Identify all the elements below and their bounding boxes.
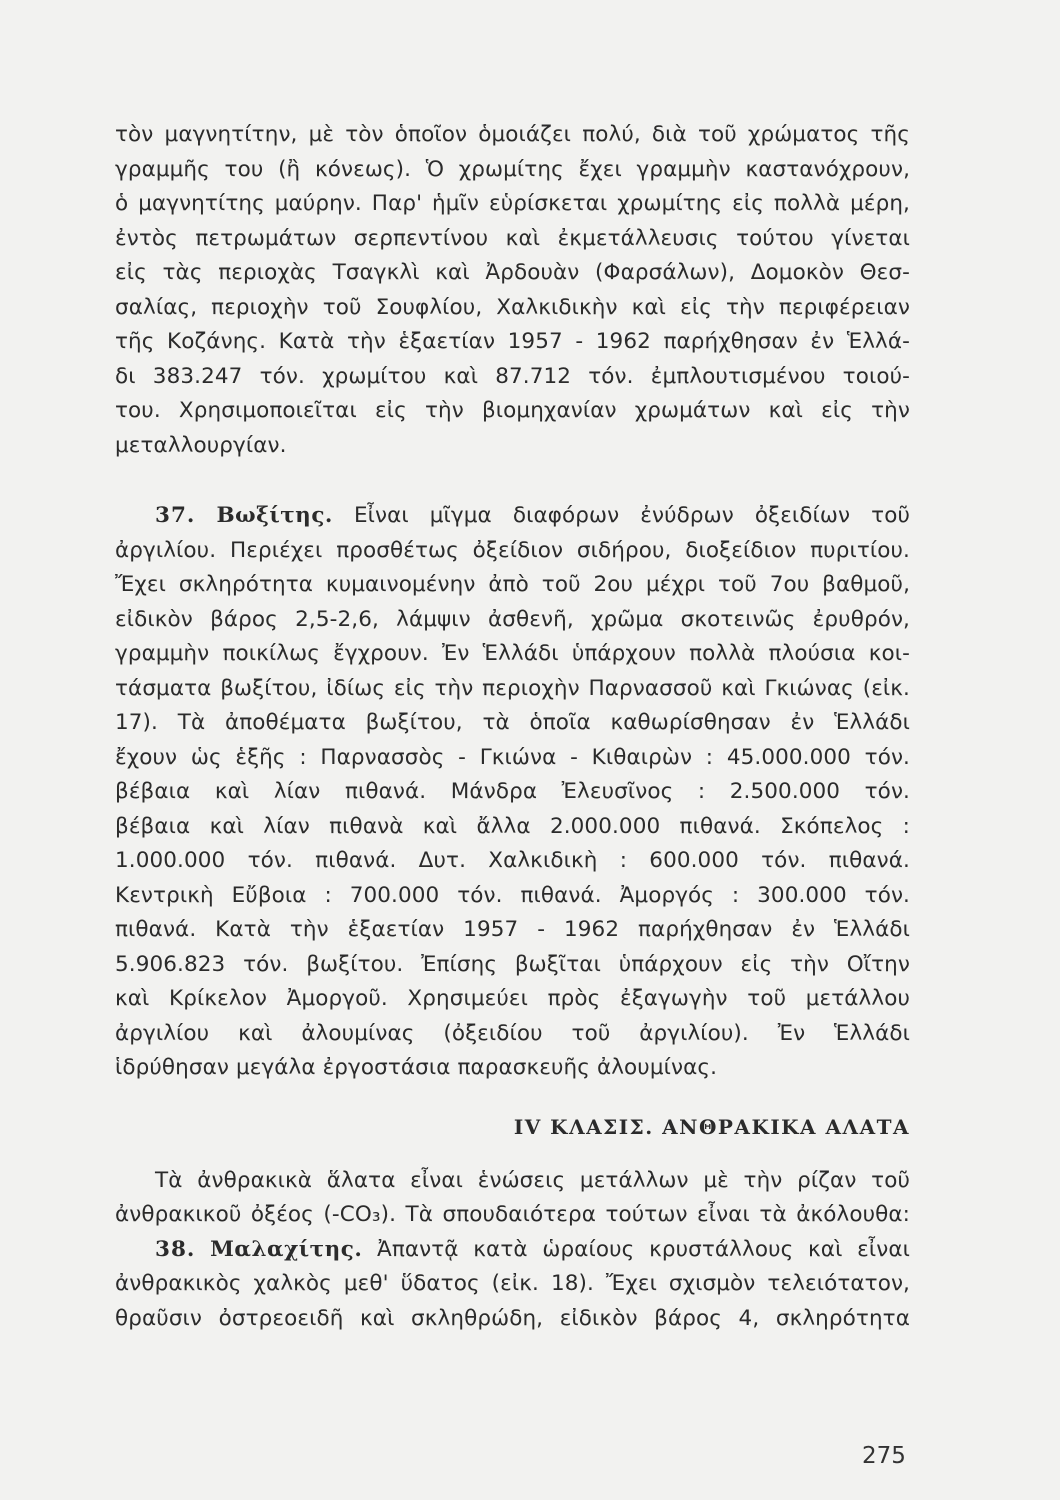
text-line: γραμμῆς του (ἢ κόνεως). Ὁ χρωμίτης ἔχει γραμμὴν καστανόχρουν, — [115, 156, 910, 182]
text-line: ἔχουν ὡς ἑξῆς : Παρνασσὸς - Γκιώνα - Κιθαιρὼν : 45.000.000 τόν. — [115, 744, 910, 770]
text-line: τάσματα βωξίτου, ἰδίως εἰς τὴν περιοχὴν Παρνασσοῦ καὶ Γκιώνας (εἰκ. — [115, 675, 910, 701]
section-38-first-line — [115, 1233, 910, 1268]
text-line: εἰδικὸν βάρος 2,5-2,6, λάμψιν ἀσθενῆ, χρῶμα σκοτεινῶς ἐρυθρόν, — [115, 606, 910, 632]
text-line: Τὰ ἀνθρακικὰ ἅλατα εἶναι ἑνώσεις μετάλλων μὲ τὴν ρίζαν τοῦ — [155, 1167, 910, 1193]
text-run: Εἶναι μῖγμα διαφόρων ἐνύδρων ὀξειδίων τοῦ — [353, 503, 911, 528]
heading-gap — [115, 1086, 910, 1110]
text-line: 5.906.823 τόν. βωξίτου. Ἐπίσης βωξῖται ὑπάρχουν εἰς τὴν Οἴτην — [115, 951, 910, 977]
text-line: θραῦσιν ὀστρεοειδῆ καὶ σκληθρώδη, εἰδικὸν βάρος 4, σκληρότητα — [115, 1305, 910, 1331]
text-line: γραμμὴν ποικίλως ἔγχρουν. Ἐν Ἑλλάδι ὑπάρχουν πολλὰ πλούσια κοι- — [115, 641, 910, 666]
text-line: μεταλλουργίαν. — [115, 432, 287, 458]
section-37-bauxite — [115, 499, 910, 1086]
page-number: 275 — [862, 1443, 906, 1469]
text-line: ἀνθρακικοῦ ὀξέος (-CO₃). Τὰ σπουδαιότερα τούτων εἶναι τὰ ἀκόλουθα: — [115, 1202, 910, 1227]
text-line: ἀνθρακικὸς χαλκὸς μεθ' ὕδατος (εἰκ. 18). Ἔχει σχισμὸν τελειότατον, — [115, 1271, 910, 1296]
text-line: δι 383.247 τόν. χρωμίτου καὶ 87.712 τόν. ἐμπλουτισμένου τοιού- — [115, 363, 910, 389]
text-line: πιθανά. Κατὰ τὴν ἑξαετίαν 1957 - 1962 παρήχθησαν ἐν Ἑλλάδι — [115, 917, 910, 942]
class-heading: IV ΚΛΑΣΙΣ. ΑΝΘΡΑΚΙΚΑ ΑΛΑΤΑ — [513, 1114, 910, 1139]
text-line: καὶ Κρίκελον Ἀμοργοῦ. Χρησιμεύει πρὸς ἐξαγωγὴν τοῦ μετάλλου — [115, 986, 910, 1011]
text-line: σαλίας, περιοχὴν τοῦ Σουφλίου, Χαλκιδικὴν καὶ εἰς τὴν περιφέρειαν — [115, 294, 910, 320]
text-line: ἀργιλίου. Περιέχει προσθέτως ὀξείδιον σιδήρου, διοξείδιον πυριτίου. — [115, 537, 910, 563]
section-37-first-line — [115, 499, 910, 534]
section-number: 38. — [155, 1236, 196, 1262]
text-line: ὁ μαγνητίτης μαύρην. Παρ' ἡμῖν εὑρίσκεται χρωμίτης εἰς πολλὰ μέρη, — [115, 191, 910, 216]
section-number: 37. — [155, 503, 196, 528]
text-line: τῆς Κοζάνης. Κατὰ τὴν ἑξαετίαν 1957 - 1962 παρήχθησαν ἐν Ἑλλά- — [115, 329, 910, 354]
text-line: τὸν μαγνητίτην, μὲ τὸν ὁποῖον ὁμοιάζει πολύ, διὰ τοῦ χρώματος τῆς — [115, 122, 910, 147]
text-line: 1.000.000 τόν. πιθανά. Δυτ. Χαλκιδικὴ : 600.000 τόν. πιθανά. — [115, 848, 910, 873]
text-line: ἐντὸς πετρωμάτων σερπεντίνου καὶ ἐκμετάλλευσις τούτου γίνεται — [115, 225, 910, 251]
chromite-paragraph — [115, 118, 910, 463]
text-line: του. Χρησιμοποιεῖται εἰς τὴν βιομηχανίαν χρωμάτων καὶ εἰς τὴν — [115, 398, 910, 423]
text-line: Ἔχει σκληρότητα κυμαινομένην ἀπὸ τοῦ 2ου μέχρι τοῦ 7ου βαθμοῦ, — [115, 572, 910, 597]
text-line: Κεντρικὴ Εὔβοια : 700.000 τόν. πιθανά. Ἀμοργός : 300.000 τόν. — [115, 882, 910, 908]
mineral-term: Μαλαχίτης. — [210, 1236, 363, 1262]
text-column — [115, 118, 910, 1336]
text-line: ἀργιλίου καὶ ἀλουμίνας (ὀξειδίου τοῦ ἀργιλίου). Ἐν Ἑλλάδι — [115, 1020, 910, 1046]
text-line: εἰς τὰς περιοχὰς Τσαγκλὶ καὶ Ἀρδουὰν (Φαρσάλων), Δομοκὸν Θεσ- — [115, 260, 910, 285]
paragraph-gap — [115, 463, 910, 499]
section-38-malachite — [115, 1233, 910, 1337]
carbonates-intro — [115, 1164, 910, 1233]
text-line: βέβαια καὶ λίαν πιθανὰ καὶ ἄλλα 2.000.000 πιθανά. Σκόπελος : — [115, 813, 910, 839]
text-run: Ἀπαντᾷ κατὰ ὡραίους κρυστάλλους καὶ εἶναι — [377, 1236, 911, 1262]
text-line: βέβαια καὶ λίαν πιθανά. Μάνδρα Ἐλευσῖνος : 2.500.000 τόν. — [115, 779, 910, 804]
text-line: ἱδρύθησαν μεγάλα ἐργοστάσια παρασκευῆς ἀλουμίνας. — [115, 1055, 718, 1080]
mineral-term: Βωξίτης. — [216, 503, 333, 528]
heading-gap — [115, 1144, 910, 1164]
text-line: 17). Τὰ ἀποθέματα βωξίτου, τὰ ὁποῖα καθωρίσθησαν ἐν Ἑλλάδι — [115, 710, 910, 735]
